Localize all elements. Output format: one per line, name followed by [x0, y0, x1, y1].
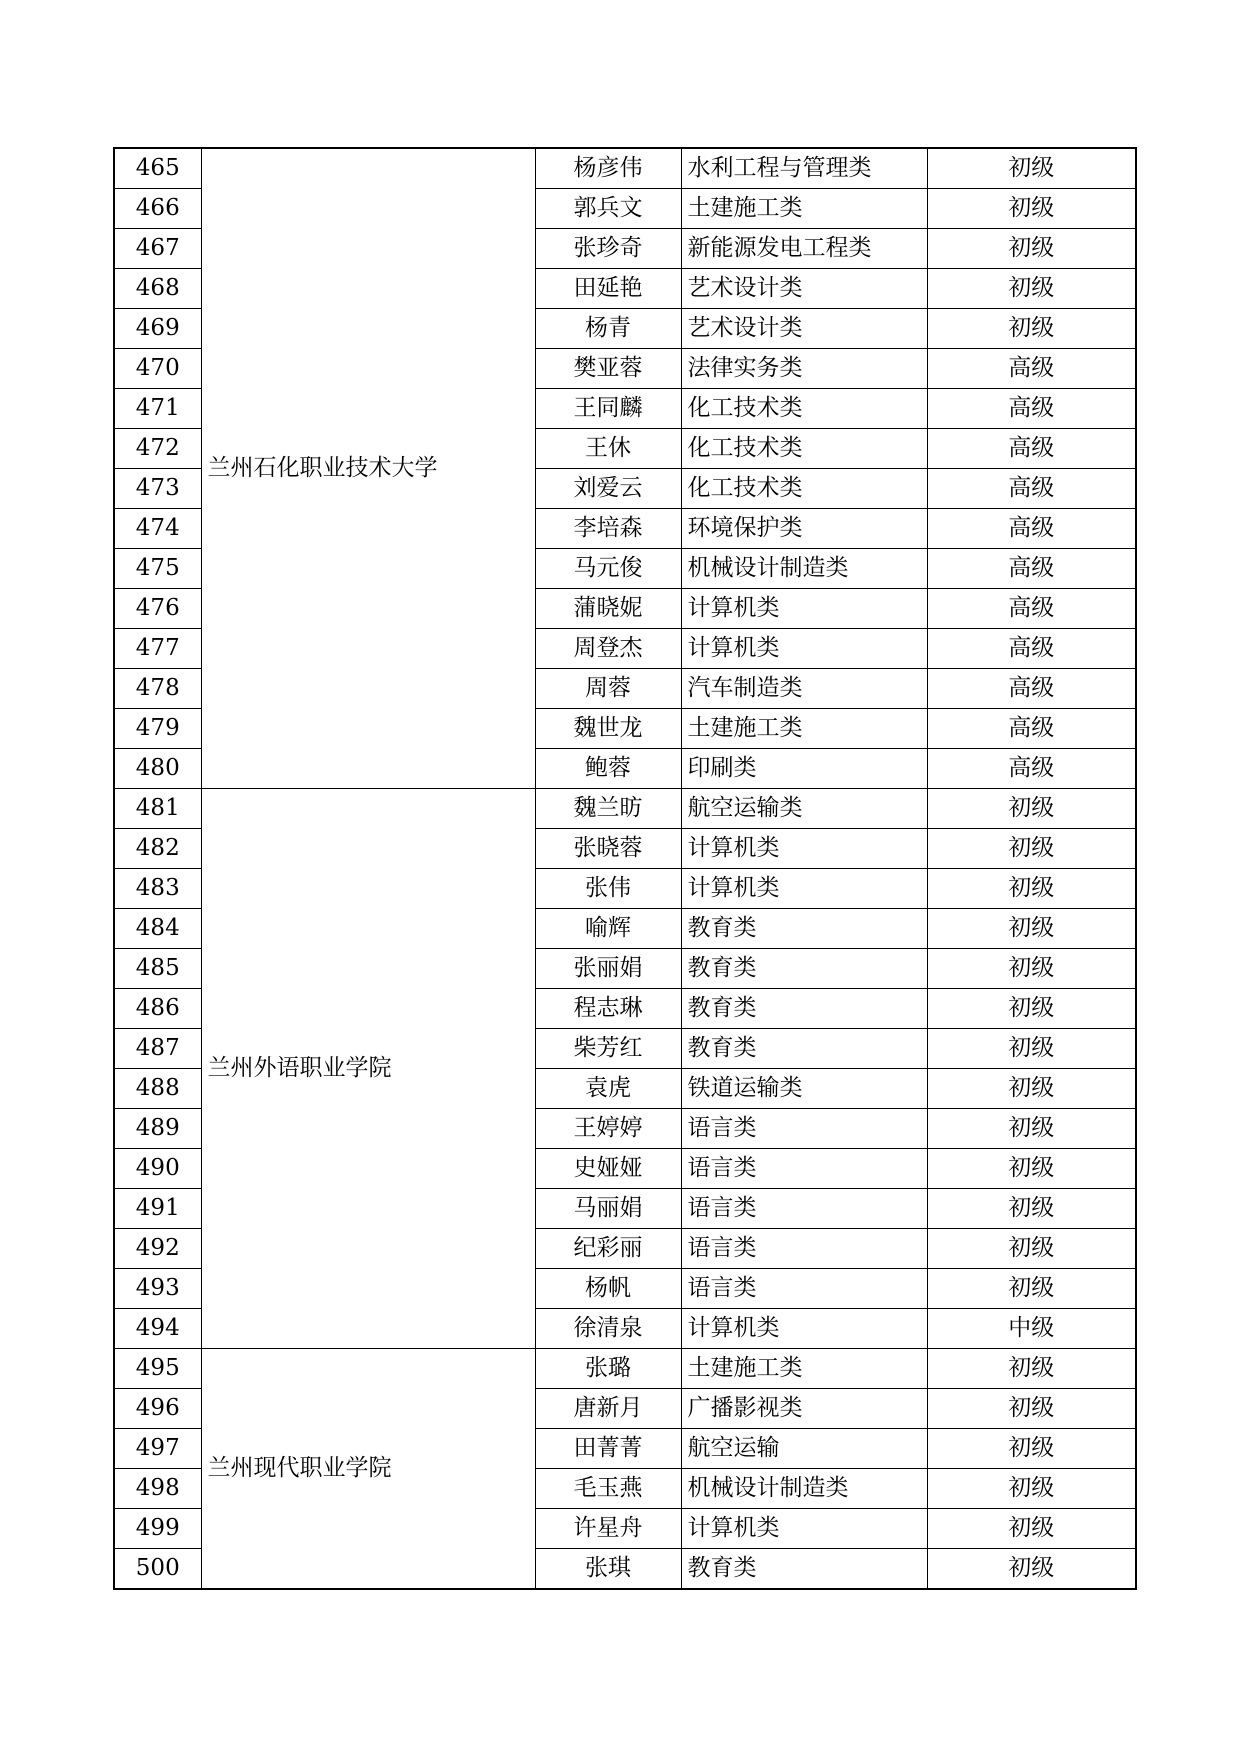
row-number: 479 — [114, 709, 201, 749]
person-name: 喻辉 — [535, 909, 681, 949]
level: 初级 — [927, 1469, 1136, 1509]
major-category: 机械设计制造类 — [681, 549, 927, 589]
person-name: 张珍奇 — [535, 229, 681, 269]
row-number: 493 — [114, 1269, 201, 1309]
level: 初级 — [927, 1109, 1136, 1149]
level: 初级 — [927, 1549, 1136, 1590]
level: 初级 — [927, 1509, 1136, 1549]
major-category: 环境保护类 — [681, 509, 927, 549]
person-name: 张璐 — [535, 1349, 681, 1389]
level: 高级 — [927, 469, 1136, 509]
major-category: 水利工程与管理类 — [681, 148, 927, 189]
major-category: 土建施工类 — [681, 709, 927, 749]
person-name: 纪彩丽 — [535, 1229, 681, 1269]
person-name: 马丽娟 — [535, 1189, 681, 1229]
table-row — [114, 1349, 1136, 1389]
person-name: 鲍蓉 — [535, 749, 681, 789]
person-name: 郭兵文 — [535, 189, 681, 229]
person-name: 史娅娅 — [535, 1149, 681, 1189]
level: 初级 — [927, 148, 1136, 189]
row-number: 468 — [114, 269, 201, 309]
major-category: 法律实务类 — [681, 349, 927, 389]
person-name: 周蓉 — [535, 669, 681, 709]
row-number: 487 — [114, 1029, 201, 1069]
row-number: 490 — [114, 1149, 201, 1189]
table-row — [114, 148, 1136, 189]
row-number: 499 — [114, 1509, 201, 1549]
major-category: 艺术设计类 — [681, 269, 927, 309]
level: 初级 — [927, 1029, 1136, 1069]
level: 初级 — [927, 1349, 1136, 1389]
level: 初级 — [927, 829, 1136, 869]
major-category: 教育类 — [681, 1029, 927, 1069]
row-number: 481 — [114, 789, 201, 829]
level: 初级 — [927, 1069, 1136, 1109]
level: 初级 — [927, 869, 1136, 909]
person-name: 杨青 — [535, 309, 681, 349]
level: 高级 — [927, 349, 1136, 389]
level: 初级 — [927, 1429, 1136, 1469]
level: 高级 — [927, 389, 1136, 429]
row-number: 480 — [114, 749, 201, 789]
person-name: 杨帆 — [535, 1269, 681, 1309]
person-name: 樊亚蓉 — [535, 349, 681, 389]
major-category: 语言类 — [681, 1269, 927, 1309]
major-category: 计算机类 — [681, 829, 927, 869]
major-category: 语言类 — [681, 1149, 927, 1189]
row-number: 485 — [114, 949, 201, 989]
level: 高级 — [927, 629, 1136, 669]
major-category: 汽车制造类 — [681, 669, 927, 709]
major-category: 语言类 — [681, 1109, 927, 1149]
level: 初级 — [927, 269, 1136, 309]
row-number: 495 — [114, 1349, 201, 1389]
major-category: 计算机类 — [681, 1309, 927, 1349]
person-name: 魏世龙 — [535, 709, 681, 749]
row-number: 470 — [114, 349, 201, 389]
person-name: 王婷婷 — [535, 1109, 681, 1149]
level: 高级 — [927, 589, 1136, 629]
row-number: 483 — [114, 869, 201, 909]
level: 初级 — [927, 989, 1136, 1029]
person-name: 张丽娟 — [535, 949, 681, 989]
row-number: 498 — [114, 1469, 201, 1509]
level: 高级 — [927, 509, 1136, 549]
level: 中级 — [927, 1309, 1136, 1349]
person-name: 蒲晓妮 — [535, 589, 681, 629]
major-category: 铁道运输类 — [681, 1069, 927, 1109]
person-name: 王休 — [535, 429, 681, 469]
level: 高级 — [927, 429, 1136, 469]
person-name: 张伟 — [535, 869, 681, 909]
row-number: 497 — [114, 1429, 201, 1469]
row-number: 492 — [114, 1229, 201, 1269]
major-category: 教育类 — [681, 1549, 927, 1590]
row-number: 466 — [114, 189, 201, 229]
row-number: 475 — [114, 549, 201, 589]
row-number: 491 — [114, 1189, 201, 1229]
person-name: 王同麟 — [535, 389, 681, 429]
school-name: 兰州现代职业学院 — [201, 1349, 535, 1590]
school-name: 兰州石化职业技术大学 — [201, 148, 535, 789]
level: 初级 — [927, 229, 1136, 269]
row-number: 474 — [114, 509, 201, 549]
row-number: 478 — [114, 669, 201, 709]
level: 初级 — [927, 309, 1136, 349]
person-name: 唐新月 — [535, 1389, 681, 1429]
row-number: 496 — [114, 1389, 201, 1429]
level: 初级 — [927, 1189, 1136, 1229]
row-number: 465 — [114, 148, 201, 189]
person-name: 毛玉燕 — [535, 1469, 681, 1509]
major-category: 化工技术类 — [681, 389, 927, 429]
level: 初级 — [927, 909, 1136, 949]
level: 初级 — [927, 1149, 1136, 1189]
row-number: 484 — [114, 909, 201, 949]
level: 初级 — [927, 949, 1136, 989]
row-number: 467 — [114, 229, 201, 269]
row-number: 471 — [114, 389, 201, 429]
row-number: 486 — [114, 989, 201, 1029]
major-category: 语言类 — [681, 1229, 927, 1269]
level: 高级 — [927, 549, 1136, 589]
person-name: 许星舟 — [535, 1509, 681, 1549]
table-row — [114, 789, 1136, 829]
level: 初级 — [927, 1389, 1136, 1429]
person-name: 程志琳 — [535, 989, 681, 1029]
major-category: 艺术设计类 — [681, 309, 927, 349]
major-category: 航空运输类 — [681, 789, 927, 829]
major-category: 教育类 — [681, 949, 927, 989]
person-name: 袁虎 — [535, 1069, 681, 1109]
major-category: 印刷类 — [681, 749, 927, 789]
major-category: 语言类 — [681, 1189, 927, 1229]
major-category: 教育类 — [681, 989, 927, 1029]
person-name: 魏兰昉 — [535, 789, 681, 829]
major-category: 广播影视类 — [681, 1389, 927, 1429]
row-number: 482 — [114, 829, 201, 869]
level: 初级 — [927, 1229, 1136, 1269]
person-name: 张琪 — [535, 1549, 681, 1590]
row-number: 488 — [114, 1069, 201, 1109]
person-name: 张晓蓉 — [535, 829, 681, 869]
row-number: 476 — [114, 589, 201, 629]
major-category: 新能源发电工程类 — [681, 229, 927, 269]
level: 高级 — [927, 669, 1136, 709]
major-category: 土建施工类 — [681, 189, 927, 229]
person-name: 田延艳 — [535, 269, 681, 309]
major-category: 计算机类 — [681, 629, 927, 669]
major-category: 计算机类 — [681, 589, 927, 629]
major-category: 计算机类 — [681, 869, 927, 909]
person-name: 马元俊 — [535, 549, 681, 589]
major-category: 化工技术类 — [681, 429, 927, 469]
row-number: 494 — [114, 1309, 201, 1349]
level: 初级 — [927, 1269, 1136, 1309]
row-number: 477 — [114, 629, 201, 669]
row-number: 500 — [114, 1549, 201, 1590]
roster-table-body — [114, 148, 1136, 1589]
level: 初级 — [927, 789, 1136, 829]
person-name: 柴芳红 — [535, 1029, 681, 1069]
major-category: 化工技术类 — [681, 469, 927, 509]
person-name: 田菁菁 — [535, 1429, 681, 1469]
person-name: 徐清泉 — [535, 1309, 681, 1349]
person-name: 李培森 — [535, 509, 681, 549]
row-number: 489 — [114, 1109, 201, 1149]
major-category: 计算机类 — [681, 1509, 927, 1549]
person-name: 周登杰 — [535, 629, 681, 669]
person-name: 杨彦伟 — [535, 148, 681, 189]
row-number: 472 — [114, 429, 201, 469]
roster-table — [113, 147, 1137, 1590]
level: 初级 — [927, 189, 1136, 229]
row-number: 469 — [114, 309, 201, 349]
school-name: 兰州外语职业学院 — [201, 789, 535, 1349]
major-category: 航空运输 — [681, 1429, 927, 1469]
level: 高级 — [927, 709, 1136, 749]
major-category: 机械设计制造类 — [681, 1469, 927, 1509]
major-category: 土建施工类 — [681, 1349, 927, 1389]
person-name: 刘爱云 — [535, 469, 681, 509]
major-category: 教育类 — [681, 909, 927, 949]
row-number: 473 — [114, 469, 201, 509]
level: 高级 — [927, 749, 1136, 789]
